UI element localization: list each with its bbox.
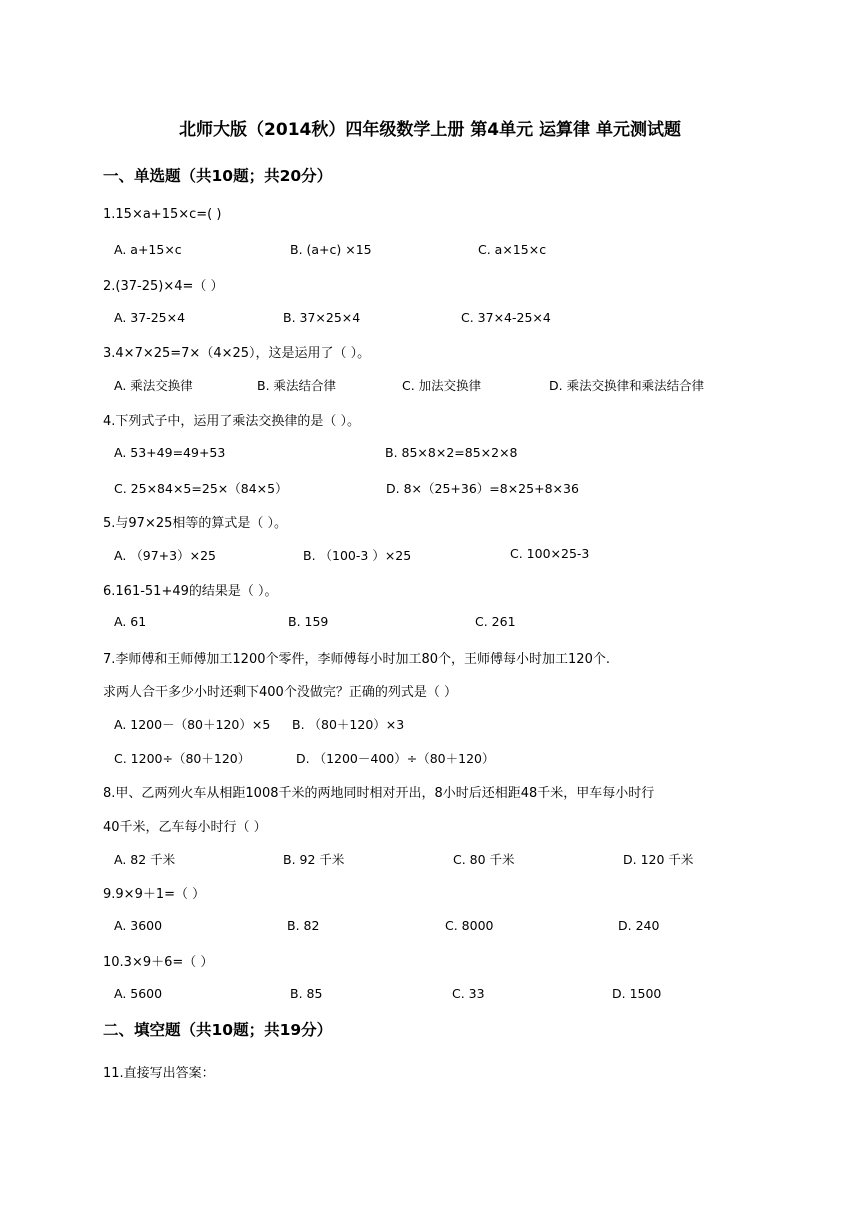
question-3-stem: 3.4×7×25=7×（4×25），这是运用了（ ）。 [103, 346, 371, 361]
question-10-option-a: A. 5600 [114, 986, 163, 1001]
question-1-option-a: A. a+15×c [114, 242, 182, 257]
question-7-option-c: C. 1200÷（80＋120） [114, 751, 251, 766]
question-4-option-c: C. 25×84×5=25×（84×5） [114, 481, 288, 496]
question-3-option-a: A. 乘法交换律 [114, 378, 193, 393]
question-4-option-b: B. 85×8×2=85×2×8 [385, 445, 518, 460]
question-2-option-b: B. 37×25×4 [283, 310, 361, 325]
question-9-stem: 9.9×9＋1=（ ） [103, 887, 206, 902]
question-3-option-b: B. 乘法结合律 [257, 378, 337, 393]
question-7-option-a: A. 1200－（80＋120）×5 [114, 717, 271, 732]
question-10-option-b: B. 85 [290, 986, 323, 1001]
question-8-stem-continued: 40千米，乙车每小时行（ ） [103, 820, 267, 835]
question-6-option-b: B. 159 [288, 614, 329, 629]
question-7-stem-continued: 求两人合干多少小时还剩下400个没做完？正确的列式是（ ） [103, 685, 457, 700]
question-4-stem: 4.下列式子中，运用了乘法交换律的是（ ）。 [103, 414, 361, 429]
question-2-option-c: C. 37×4-25×4 [461, 310, 551, 325]
question-6-option-c: C. 261 [475, 614, 516, 629]
question-3-option-d: D. 乘法交换律和乘法结合律 [549, 378, 705, 393]
question-8-option-b: B. 92 千米 [283, 852, 345, 867]
question-2-stem: 2.(37-25)×4=（ ） [103, 279, 224, 294]
question-10-option-d: D. 1500 [612, 986, 662, 1001]
document-title: 北师大版（2014秋）四年级数学上册 第4单元 运算律 单元测试题 [179, 120, 681, 140]
question-5-option-b: B. （100-3 ）×25 [303, 548, 412, 563]
question-9-option-d: D. 240 [618, 918, 660, 933]
question-6-option-a: A. 61 [114, 614, 147, 629]
question-3-option-c: C. 加法交换律 [402, 378, 482, 393]
question-5-option-c: C. 100×25-3 [510, 546, 590, 561]
question-1-stem: 1.15×a+15×c=( ) [103, 207, 222, 222]
question-2-option-a: A. 37-25×4 [114, 310, 186, 325]
section-heading-single-choice: 一、单选题（共10题；共20分） [103, 167, 333, 185]
question-8-option-a: A. 82 千米 [114, 852, 176, 867]
question-11-stem: 11.直接写出答案： [103, 1066, 215, 1081]
question-7-option-b: B. （80＋120）×3 [292, 717, 405, 732]
question-9-option-c: C. 8000 [445, 918, 494, 933]
question-4-option-d: D. 8×（25+36）=8×25+8×36 [386, 481, 579, 496]
question-7-stem: 7.李师傅和王师傅加工1200个零件，李师傅每小时加工80个，王师傅每小时加工120个. [103, 652, 610, 667]
question-1-option-c: C. a×15×c [478, 242, 547, 257]
question-5-stem: 5.与97×25相等的算式是（ ）。 [103, 516, 288, 531]
question-10-option-c: C. 33 [452, 986, 485, 1001]
question-6-stem: 6.161-51+49的结果是（ ）。 [103, 584, 278, 599]
section-heading-fill-in: 二、填空题（共10题；共19分） [103, 1021, 333, 1039]
question-8-stem: 8.甲、乙两列火车从相距1008千米的两地同时相对开出，8小时后还相距48千米，甲车每小时行 [103, 786, 655, 801]
question-5-option-a: A. （97+3）×25 [114, 548, 216, 563]
question-8-option-c: C. 80 千米 [453, 852, 515, 867]
question-8-option-d: D. 120 千米 [623, 852, 694, 867]
question-7-option-d: D. （1200－400）÷（80＋120） [296, 751, 495, 766]
question-9-option-a: A. 3600 [114, 918, 163, 933]
question-10-stem: 10.3×9＋6=（ ） [103, 955, 214, 970]
question-1-option-b: B. (a+c) ×15 [290, 242, 372, 257]
question-9-option-b: B. 82 [287, 918, 320, 933]
question-4-option-a: A. 53+49=49+53 [114, 445, 226, 460]
